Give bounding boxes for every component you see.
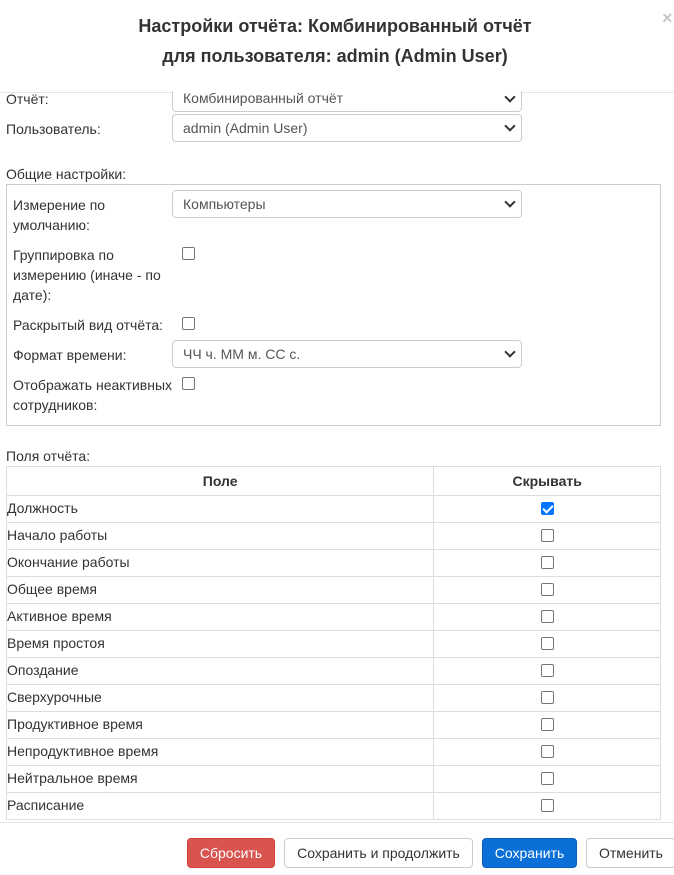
hide-field-checkbox[interactable] — [541, 529, 554, 542]
hide-field-checkbox[interactable] — [541, 772, 554, 785]
hide-field-checkbox[interactable] — [541, 502, 554, 515]
report-select[interactable] — [172, 91, 522, 112]
hide-field-checkbox[interactable] — [541, 745, 554, 758]
table-row — [7, 604, 661, 631]
column-header-hide: Скрывать — [434, 467, 661, 496]
table-row — [7, 577, 661, 604]
field-hide-cell — [434, 685, 661, 712]
hide-field-checkbox[interactable] — [541, 799, 554, 812]
dialog-title-line1: Настройки отчёта: Комбинированный отчёт — [138, 16, 532, 36]
field-hide-cell — [434, 739, 661, 766]
field-name: Начало работы — [7, 523, 434, 550]
field-name: Должность — [7, 496, 434, 523]
time-format-select[interactable] — [172, 340, 522, 368]
inactive-employees-label: Отображать неактивных сотрудников: — [13, 377, 173, 413]
table-row — [7, 658, 661, 685]
field-hide-cell — [434, 766, 661, 793]
field-hide-cell — [434, 577, 661, 604]
grouping-label: Группировка по измерению (иначе - по дате): — [13, 247, 161, 303]
time-format-select-value: ЧЧ ч. ММ м. СС с. — [183, 346, 301, 362]
grouping-checkbox[interactable] — [182, 247, 195, 260]
dialog-header — [0, 0, 674, 93]
general-settings-label: Общие настройки: — [6, 166, 127, 182]
field-hide-cell — [434, 550, 661, 577]
table-row — [7, 685, 661, 712]
table-row — [7, 766, 661, 793]
field-name: Сверхурочные — [7, 685, 434, 712]
user-select[interactable] — [172, 114, 522, 142]
field-hide-cell — [434, 604, 661, 631]
hide-field-checkbox[interactable] — [541, 718, 554, 731]
field-name: Общее время — [7, 577, 434, 604]
dimension-select[interactable] — [172, 190, 522, 218]
table-row — [7, 496, 661, 523]
expanded-view-label: Раскрытый вид отчёта: — [13, 317, 164, 333]
field-name: Активное время — [7, 604, 434, 631]
table-row — [7, 739, 661, 766]
table-row — [7, 550, 661, 577]
field-name: Опоздание — [7, 658, 434, 685]
chevron-down-icon — [504, 120, 515, 131]
save-button[interactable]: Сохранить — [482, 838, 577, 868]
field-hide-cell — [434, 631, 661, 658]
hide-field-checkbox[interactable] — [541, 691, 554, 704]
general-settings-box — [6, 184, 661, 426]
chevron-down-icon — [504, 196, 515, 207]
dialog-title-line2: для пользователя: admin (Admin User) — [162, 46, 508, 66]
hide-field-checkbox[interactable] — [541, 664, 554, 677]
field-name: Время простоя — [7, 631, 434, 658]
chevron-down-icon — [504, 91, 515, 102]
user-label: Пользователь: — [6, 121, 101, 137]
field-name: Нейтральное время — [7, 766, 434, 793]
dialog-footer — [0, 822, 674, 875]
field-name: Окончание работы — [7, 550, 434, 577]
field-hide-cell — [434, 658, 661, 685]
dimension-label: Измерение по умолчанию: — [13, 197, 106, 233]
field-name: Непродуктивное время — [7, 739, 434, 766]
table-row — [7, 631, 661, 658]
hide-field-checkbox[interactable] — [541, 556, 554, 569]
dimension-select-value: Компьютеры — [183, 196, 266, 212]
cancel-button[interactable]: Отменить — [586, 838, 674, 868]
field-hide-cell — [434, 712, 661, 739]
report-label: Отчёт: — [6, 91, 49, 107]
hide-field-checkbox[interactable] — [541, 583, 554, 596]
time-format-label: Формат времени: — [13, 347, 127, 363]
hide-field-checkbox[interactable] — [541, 637, 554, 650]
table-row — [7, 523, 661, 550]
field-hide-cell — [434, 793, 661, 820]
table-row — [7, 793, 661, 820]
chevron-down-icon — [504, 346, 515, 357]
table-header-row — [7, 467, 661, 496]
user-select-value: admin (Admin User) — [183, 120, 308, 136]
report-fields-label: Поля отчёта: — [6, 448, 91, 464]
inactive-employees-checkbox[interactable] — [182, 377, 195, 390]
hide-field-checkbox[interactable] — [541, 610, 554, 623]
report-fields-table — [6, 466, 661, 820]
column-header-field: Поле — [7, 467, 434, 496]
field-name: Продуктивное время — [7, 712, 434, 739]
report-select-value: Комбинированный отчёт — [183, 91, 344, 106]
reset-button[interactable]: Сбросить — [187, 838, 275, 868]
table-row — [7, 712, 661, 739]
save-and-continue-button[interactable]: Сохранить и продолжить — [284, 838, 473, 868]
field-hide-cell — [434, 523, 661, 550]
close-icon[interactable]: × — [662, 8, 673, 28]
field-name: Расписание — [7, 793, 434, 820]
field-hide-cell — [434, 496, 661, 523]
expanded-view-checkbox[interactable] — [182, 317, 195, 330]
